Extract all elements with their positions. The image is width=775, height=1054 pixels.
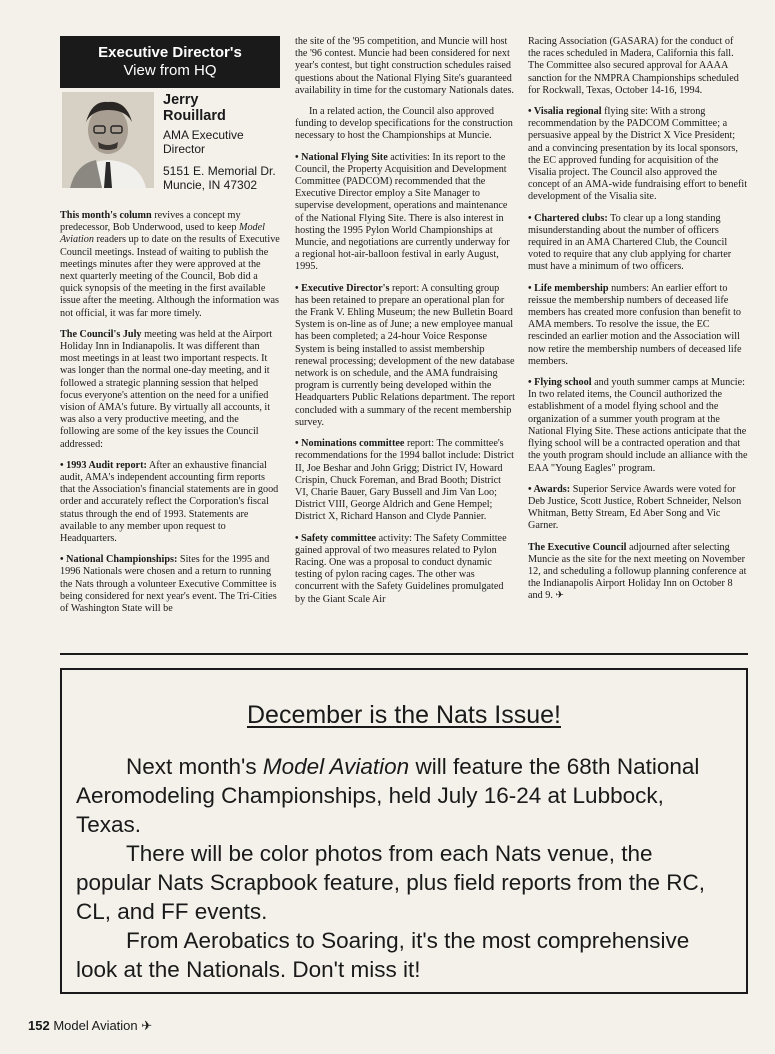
lead-in: The Executive Council	[528, 541, 627, 553]
heading-text: December is the Nats Issue!	[246, 701, 561, 729]
author-role	[163, 128, 281, 156]
page-number: 152	[28, 1018, 50, 1033]
lead-in: • Flying school	[528, 377, 592, 389]
text: Superior Service Awards were voted for Deb Justice, Scott Justice, Robert Schneider, Nelson Whitman, Betty Stream, Ed Aber Song and Vic Garner.	[528, 483, 742, 532]
lead-in: • Visalia regional	[528, 106, 602, 118]
author-first-name: Jerry	[163, 92, 199, 108]
text: report: The committee's recommendations for the 1994 ballot include: District II, Joe Beshar and John Grigg; District IV, Howard Crispin, Chuck Foreman, and Brad Booth; District VI, Charie Bauer, Gary Bussell and Jim Van Loo; District VIII, George Aldrich and Gene Hempel; District X, Richard Hanson and Clyde Pannier.	[295, 438, 514, 523]
author-bio	[163, 92, 281, 192]
lead-in: This month's column	[60, 210, 152, 221]
paragraph: In a related action, the Council also approved funding to develop specifications for the construction necessary to host the Championships at Muncie.	[295, 106, 513, 142]
article-column-1	[60, 210, 280, 624]
column-header-box	[60, 36, 280, 88]
airplane-icon: ✈	[141, 1018, 153, 1033]
address-city: Muncie, IN 47302	[163, 178, 258, 192]
announcement-heading	[62, 700, 746, 730]
article-column-2	[295, 36, 515, 615]
address-street: 5151 E. Memorial Dr.	[163, 164, 276, 178]
page-footer	[28, 1018, 152, 1034]
paragraph	[60, 554, 280, 615]
magazine-title: Model Aviation	[60, 222, 265, 246]
text: To clear up a long standing misunderstanding about the number of officers required in an AMA Chartered Club, the Council voted to require that any club applying for charter must have a minimum of two officers.	[528, 212, 732, 273]
author-role-line2: Director	[163, 142, 206, 156]
text: and youth summer camps at Muncie: In two related items, the Council authorized the establishment of a model flying school and the organization of a summer youth program at the National Flying Site. These actions anticipate that the flying school will be a contracted operation and that the youth program should include an alliance with the EAA "Young Eagles" program.	[528, 377, 748, 474]
paragraph	[60, 210, 280, 320]
paragraph: There will be color photos from each Nats venue, the popular Nats Scrapbook feature, plus field reports from the RC, CL, and FF events.	[76, 841, 706, 924]
paragraph	[60, 329, 280, 451]
paragraph	[295, 533, 515, 606]
text: Next month's	[126, 754, 263, 779]
article-column-3	[528, 36, 748, 612]
lead-in: • Chartered clubs:	[528, 212, 608, 224]
column-subtitle: View from HQ	[123, 62, 217, 79]
author-role-line1: AMA Executive	[163, 128, 244, 142]
text: Sites for the 1995 and 1996 Nationals were chosen and a return to running the Nats through a volunteer Executive Committee is being considered for next year's event. The Tri-Cities of Washington State will be	[60, 554, 277, 615]
paragraph	[528, 213, 748, 274]
column-title: Executive Director's	[98, 44, 242, 61]
announcement-body	[76, 752, 732, 984]
author-portrait	[62, 92, 154, 188]
paragraph	[528, 106, 748, 204]
lead-in: The Council's July	[60, 328, 142, 340]
lead-in: • Executive Director's	[295, 282, 390, 294]
lead-in: • National Championships:	[60, 554, 178, 566]
text: After an exhaustive financial audit, AMA's independent accounting firm reports that the Association's financial statements are in good order and accurately reflect the Corporation's fiscal status through the end of 1993. Statements are available to any member upon request to Headquarters.	[60, 459, 279, 545]
paragraph	[295, 438, 515, 523]
text: adjourned after selecting Muncie as the site for the next meeting on November 12, and scheduling a followup planning conference at the Indianapolis Airport Holiday Inn on October 8 and 9.	[528, 541, 747, 602]
text: revives a concept my predecessor, Bob Underwood, used to keep	[60, 210, 241, 234]
text: activities: In its report to the Council, the Property Acquisition and Development Committee (PADCOM) recommended that the Executive Director employ a Site Manager to supervise development, operations and maintenance of the National Flying Site. There is also interest in hosting the 1995 Pylon World Championships at Muncie, and negotiations are currently underway for a regional hot-air-balloon festival in early August, 1995.	[295, 151, 510, 273]
text: numbers: An earlier effort to reissue the membership numbers of deceased life members has created more confusion than benefit to AMA members. To resolve the issue, the EC rescinded an earlier motion and the Association will now retire the membership numbers of deceased life members.	[528, 282, 742, 367]
text: report: A consulting group has been retained to prepare an operational plan for the Frank V. Ehling Museum; the new Bulletin Board System is on-line as of June; a new employee manual has been completed; a 24-hour Voice Response System is being installed to assist membership renewal processing; development of the new database network is on schedule, and the AMA fundraising program is currently being developed within the Headquarters Public Relations department. The report concluded with a summary of the recent membership survey.	[295, 282, 515, 428]
paragraph	[60, 460, 280, 545]
magazine-title: Model Aviation	[262, 754, 410, 779]
text: will feature the 68th National Aeromodeling Championships, held July 16-24 at Lubbock, Texas.	[76, 754, 700, 837]
lead-in: • Safety committee	[295, 532, 377, 544]
end-mark-icon: ✈	[555, 590, 564, 602]
paragraph: From Aerobatics to Soaring, it's the most comprehensive look at the Nationals. Don't miss it!	[76, 928, 690, 982]
author-last-name: Rouillard	[163, 108, 226, 124]
nats-announcement-box	[60, 668, 748, 994]
paragraph	[528, 377, 748, 475]
text: readers up to date on the results of Executive Council meetings. Instead of waiting to publish the meetings minutes after they were approved at the next quarterly meeting of the Council, Bob did a quick synopsis of the meeting in the first available issue after the meeting. Although the information was not official, it was far more timely.	[60, 234, 280, 319]
paragraph	[295, 152, 515, 274]
text: meeting was held at the Airport Holiday Inn in Indianapolis. It was different than most meetings in at least two important respects. It was longer than the normal one-day meeting, and it followed a strategic planning session that helped focus everyone's attention on the need for a unified vision of AMA's future. By virtually all accounts, it was also a very productive meeting, and the following are some of the key issues the Council addressed:	[60, 328, 273, 450]
paragraph: Racing Association (GASARA) for the conduct of the races scheduled in Madera, California this fall. The Committee also secured approval for AAAA sanction for the NMPRA Championships scheduled for Rockwall, Texas, October 14-16, 1994.	[528, 36, 739, 96]
magazine-name: Model Aviation	[53, 1018, 138, 1033]
paragraph	[528, 542, 748, 603]
section-divider	[60, 653, 748, 655]
paragraph	[528, 283, 748, 368]
lead-in: • Nominations committee	[295, 438, 405, 450]
text: activity: The Safety Committee gained approval of two measures related to Pylon Racing. One was a proposal to conduct dynamic testing of pylon racing cages. The other was concurrent with the Safety Guidelines promulgated by the Giant Scale Air	[295, 532, 507, 605]
lead-in: • 1993 Audit report:	[60, 459, 147, 471]
lead-in: • Life membership	[528, 282, 609, 294]
lead-in: • Awards:	[528, 483, 571, 495]
paragraph: the site of the '95 competition, and Muncie will host the '96 contest. Muncie had been considered for next year's contest, but tight construction schedules raised questions about the National Flying Site's guaranteed availability in time for the customary Nationals dates.	[295, 36, 514, 96]
author-address	[163, 164, 281, 192]
text: flying site: With a strong recommendation by the PADCOM Committee; a persuasive appeal by the District X Vice President; and a convincing presentation by its local sponsors, the EC approved funding for acquisition of the Visalia project. The Council also approved the concept of an AMA-wide fundraising effort to benefit development of the Visalia site.	[528, 106, 748, 203]
paragraph	[528, 484, 748, 533]
lead-in: • National Flying Site	[295, 151, 388, 163]
paragraph	[295, 283, 515, 429]
paragraph	[76, 752, 732, 839]
